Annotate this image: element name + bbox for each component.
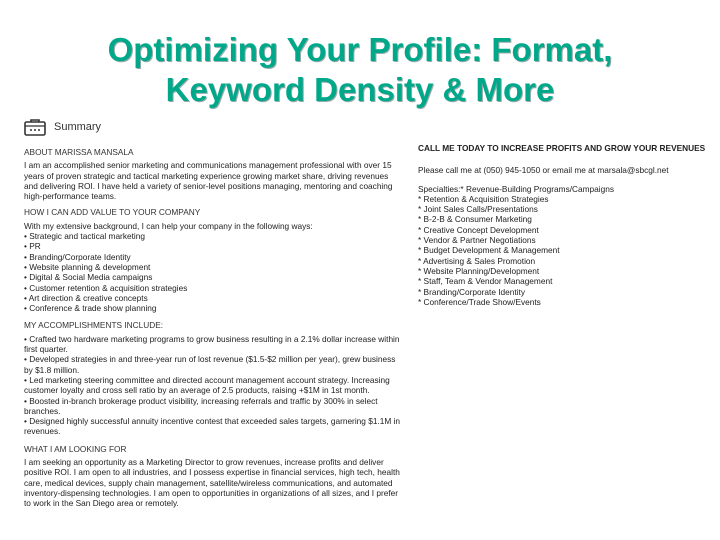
list-item: • Strategic and tactical marketing [24,231,145,242]
summary-label: Summary [54,121,102,133]
value-heading: HOW I CAN ADD VALUE TO YOUR COMPANY [24,207,201,218]
list-item: * Staff, Team & Vendor Management [418,276,553,287]
list-item: * Budget Development & Management [418,245,560,256]
list-item: • Conference & trade show planning [24,303,157,314]
looking-heading: WHAT I AM LOOKING FOR [24,443,127,454]
list-item: * Advertising & Sales Promotion [418,255,536,266]
cta-heading: CALL ME TODAY TO INCREASE PROFITS AND GROW YOUR REVENUES [418,143,706,153]
list-item: * Creative Concept Development [418,224,539,235]
briefcase-icon [24,118,46,136]
list-item: • Art direction & creative concepts [24,292,148,303]
accomplishments-heading: MY ACCOMPLISHMENTS INCLUDE: [24,320,164,331]
list-item: • Branding/Corporate Identity [24,251,131,262]
list-item: * Website Planning/Development [418,265,540,276]
list-item: • Digital & Social Media campaigns [24,272,153,283]
title-line-1: Optimizing Your Profile: Format, [107,31,613,68]
list-item: • Led marketing steering committee and directed account management account strategy. Increasing customer loyalty and cross sell ratio by an average of 2.5 products, raising +$1M in 1st month. [24,374,390,396]
list-item: * Conference/Trade Show/Events [418,296,541,307]
title-line-2: Keyword Density & More [165,71,555,108]
specialties-list [418,184,710,308]
value-list [24,231,404,313]
accomplishments-list [24,334,404,437]
list-item: * Joint Sales Calls/Presentations [418,204,538,215]
list-item: • PR [24,241,41,252]
list-item: Specialties:* Revenue-Building Programs/Campaigns [418,183,614,194]
summary-left-column [24,147,404,515]
contact-text: Please call me at (050) 945-1050 or email me at marsala@sbcgl.net [418,165,669,176]
list-item: • Boosted in-branch brokerage product visibility, increasing referrals and traffic by 300% in select branches. [24,395,378,416]
list-item: * Vendor & Partner Negotiations [418,235,536,246]
list-item: • Website planning & development [24,261,151,272]
list-item: • Customer retention & acquisition strategies [24,282,188,293]
list-item: * Retention & Acquisition Strategies [418,193,549,204]
summary-right-column [418,143,710,307]
about-heading: ABOUT MARISSA MANSALA [24,147,134,157]
list-item: • Designed highly successful annuity incentive contest that exceeded sales targets, garnering $1.1M in revenues. [24,416,401,437]
value-intro: With my extensive background, I can help your company in the following ways: [24,220,313,231]
list-item: * Branding/Corporate Identity [418,286,526,297]
slide-title [0,30,720,110]
list-item: • Crafted two hardware marketing programs to grow business resulting in a 2.1% dollar increase within first quarter. [24,333,400,355]
list-item: • Developed strategies in and three-year run of lost revenue ($1.5-$2 million per year), grew business by $1.8 million. [24,354,396,375]
list-item: * B-2-B & Consumer Marketing [418,214,532,225]
looking-text: I am seeking an opportunity as a Marketing Director to grow revenues, increase profits and deliver positive ROI. I am open to all industries, and I possess expertise in financial services, high tech, health care, medical devices, supply chain management, satellite/wireless communications, and automated inventory-dispensing technologies. I am open to opportunities in organizations of all sizes, and I prefer to work in the San Diego area or remotely. [24,457,400,509]
summary-header [24,117,101,137]
about-text: I am an accomplished senior marketing and communications management professional with over 15 years of proven strategic and tactical marketing experience growing market share, driving revenues and delivering ROI. I have held a variety of senior-level positions managing, mentoring and coaching high-performance teams. [24,160,393,202]
